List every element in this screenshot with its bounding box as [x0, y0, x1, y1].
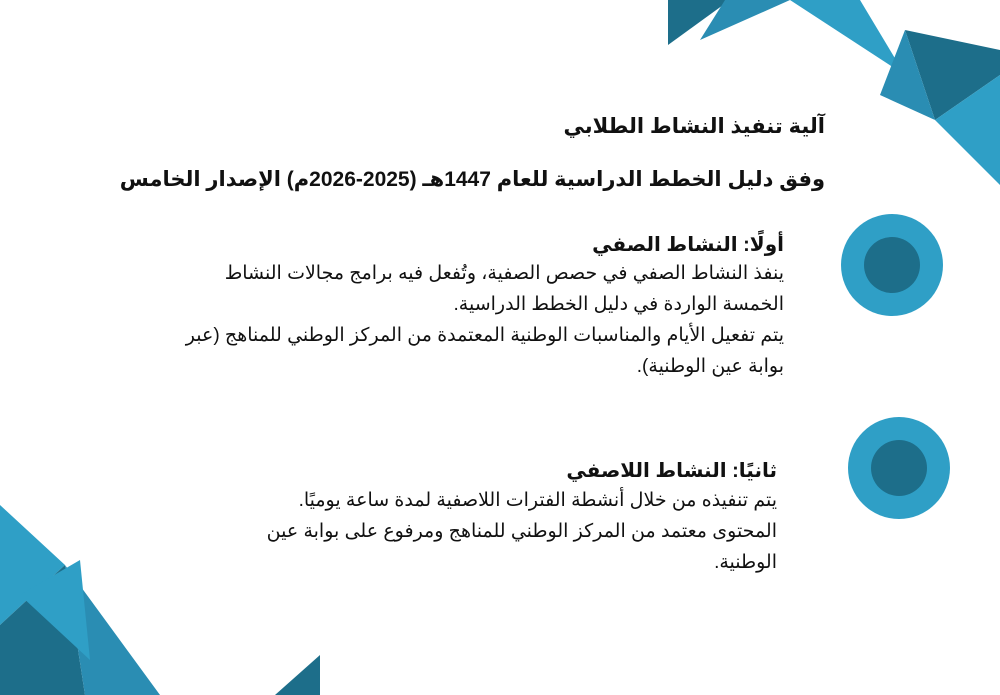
section-1-line-1: ينفذ النشاط الصفي في حصص الصفية، وتُفعل فيه برامج مجالات النشاط: [224, 263, 784, 284]
circle-decoration-1: [841, 214, 943, 316]
circle-decoration-1-inner: [864, 237, 920, 293]
circle-decoration-2: [848, 417, 950, 519]
section-2-line-2: المحتوى معتمد من المركز الوطني للمناهج ومرفوع على بوابة عين: [266, 521, 777, 542]
section-1-line-2: الخمسة الواردة في دليل الخطط الدراسية.: [453, 294, 784, 315]
circle-decoration-2-inner: [871, 440, 927, 496]
section-heading-extracurricular-activity: ثانيًا: النشاط اللاصفي: [566, 460, 777, 482]
section-2-line-3: الوطنية.: [714, 552, 777, 573]
section-1-line-4: بوابة عين الوطنية).: [636, 356, 784, 377]
section-1-line-3: يتم تفعيل الأيام والمناسبات الوطنية المعتمدة من المركز الوطني للمناهج (عبر: [185, 325, 784, 346]
triangle-top-b: [790, 0, 905, 75]
section-2-line-1: يتم تنفيذه من خلال أنشطة الفترات اللاصفية لمدة ساعة يوميًا.: [298, 490, 777, 511]
triangle-bottom-e: [275, 655, 320, 695]
page-subtitle: وفق دليل الخطط الدراسية للعام 1447هـ (2025-2026م) الإصدار الخامس: [119, 168, 825, 191]
section-heading-classroom-activity: أولًا: النشاط الصفي: [592, 234, 784, 256]
page-title: آلية تنفيذ النشاط الطلابي: [563, 115, 825, 138]
